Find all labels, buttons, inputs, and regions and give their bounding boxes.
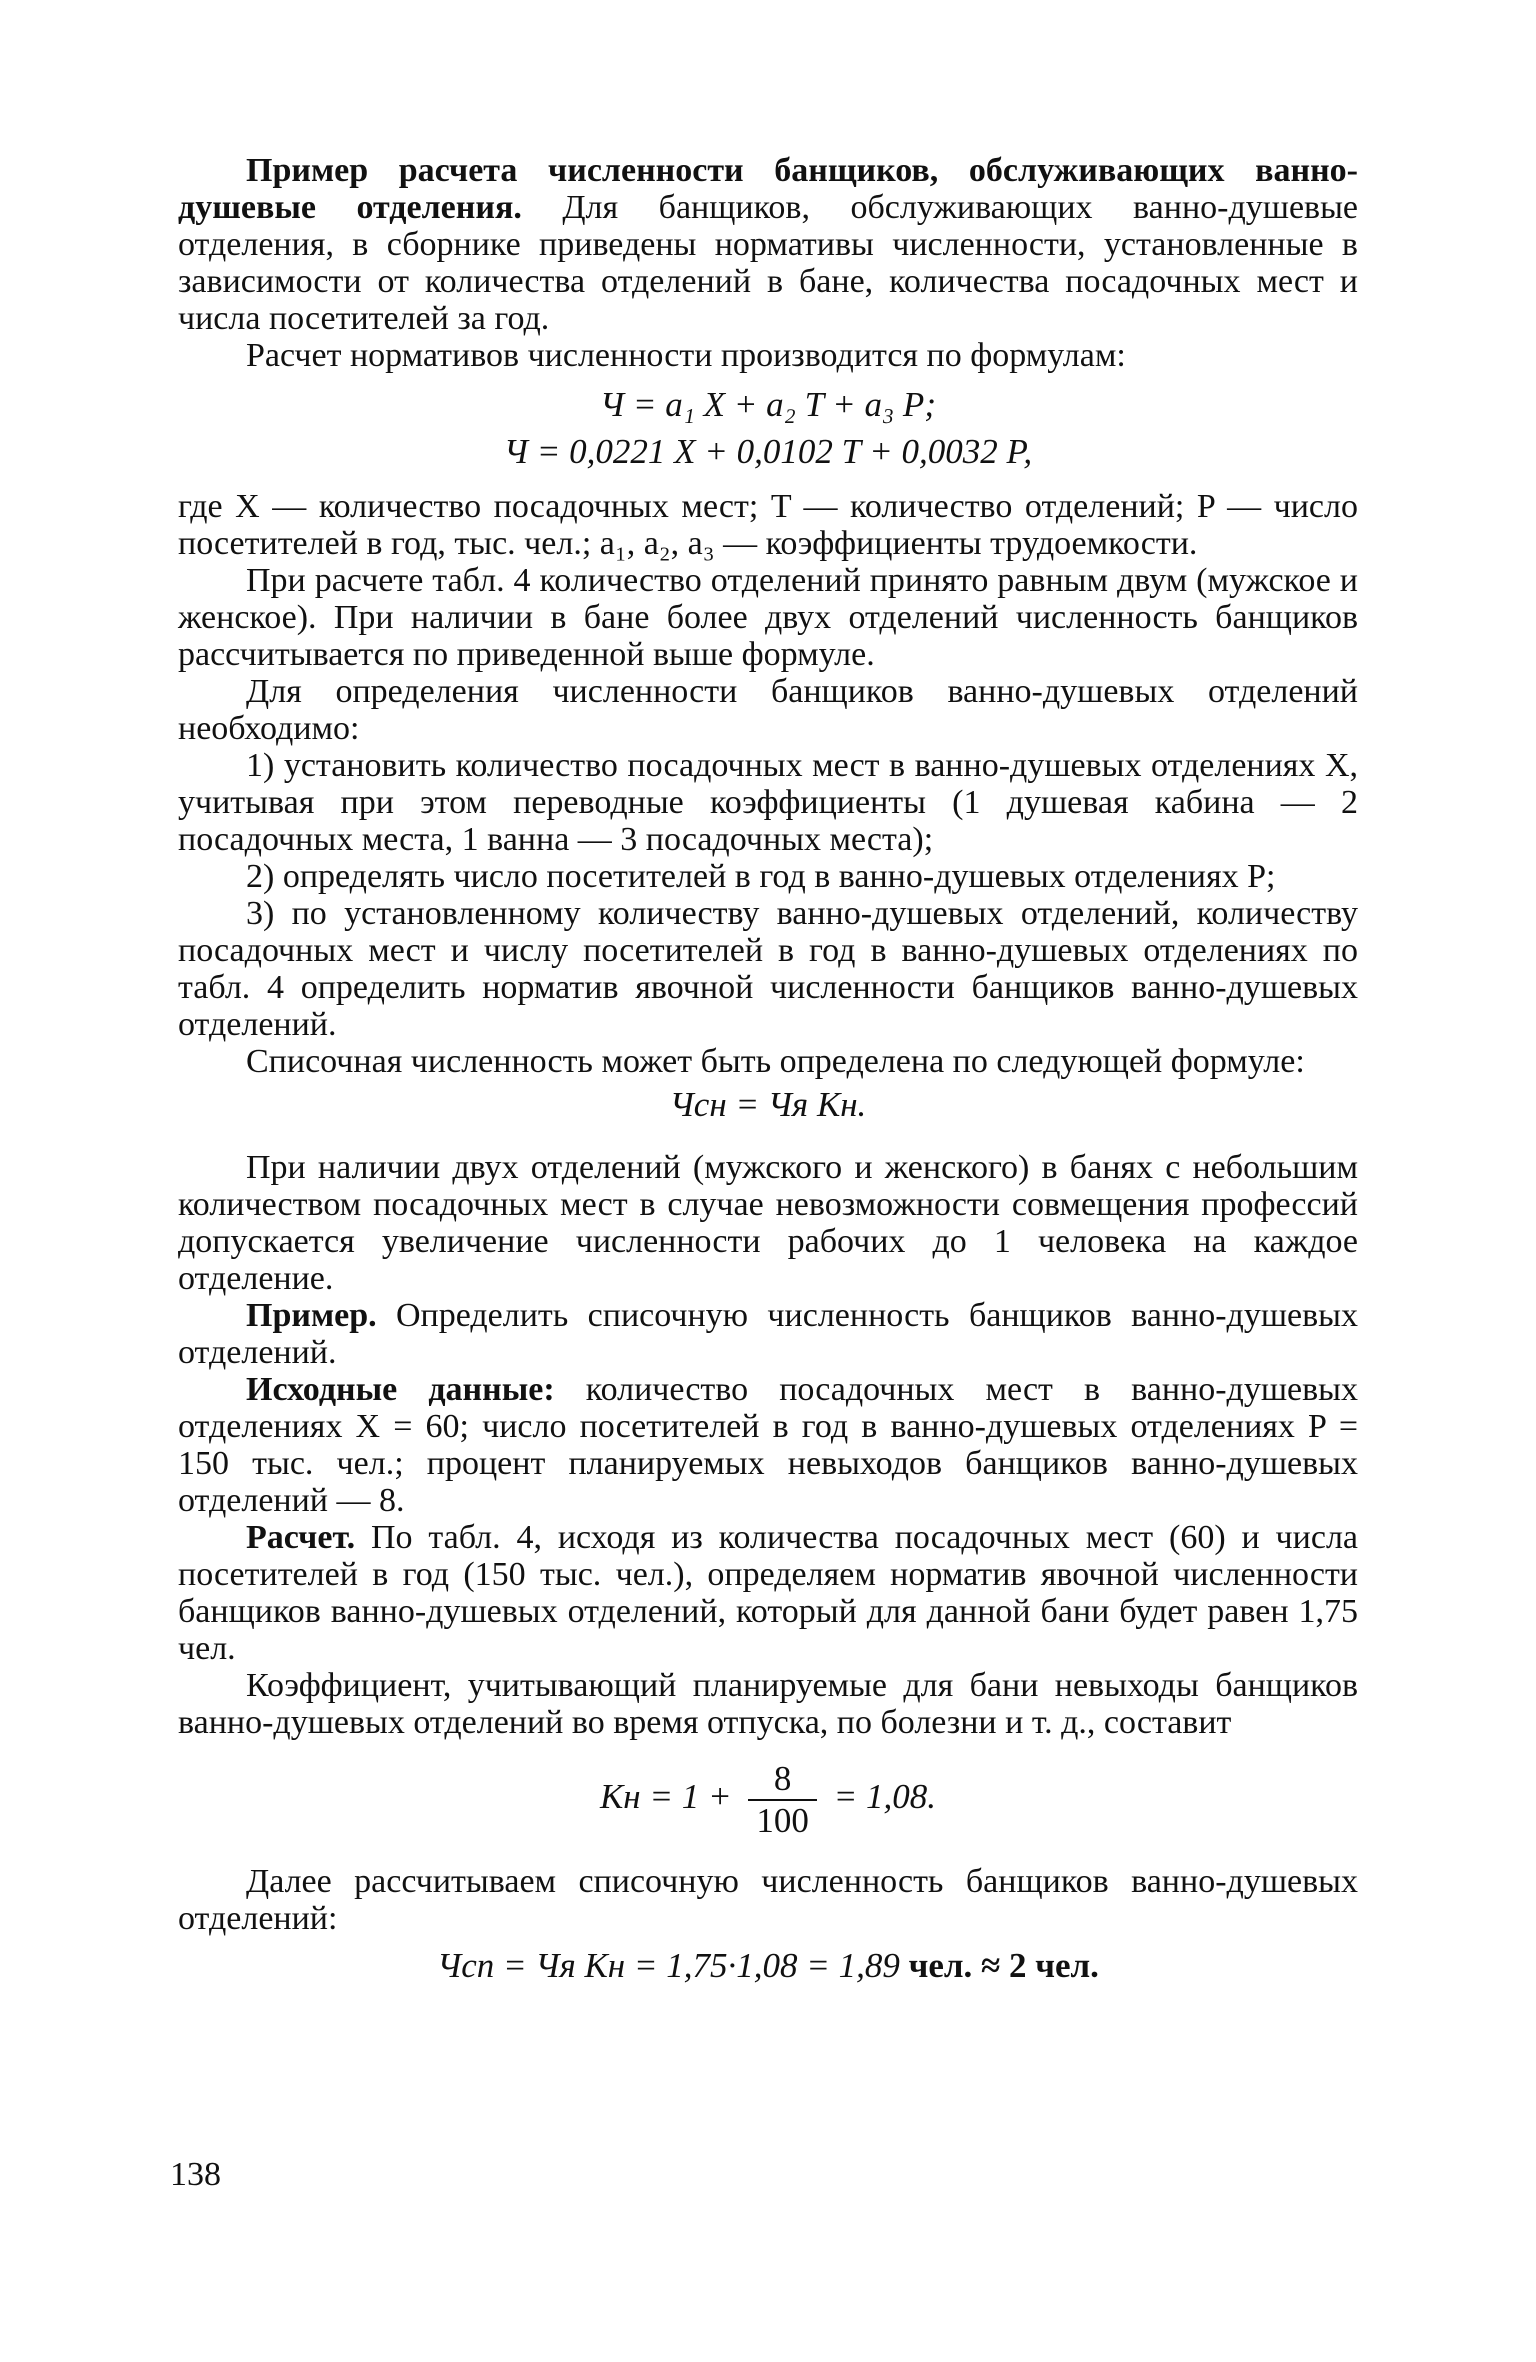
list-item-3: 3) по установленному количеству ванно-душевых отделений, количеству посадочных мест и числу посетителей в год в ванно-душевых отделениях по табл. 4 определить норматив явочной численности банщиков ванно-душевых отделений.	[178, 895, 1358, 1043]
paragraph-example: Пример. Определить списочную численность банщиков ванно-душевых отделений.	[178, 1297, 1358, 1371]
paragraph-coefficient: Коэффициент, учитывающий планируемые для бани невыходы банщиков ванно-душевых отделений во время отпуска, по болезни и т. д., составит	[178, 1667, 1358, 1741]
paragraph-formulas-intro: Расчет нормативов численности производится по формулам:	[246, 337, 1126, 374]
paragraph-requirements: Для определения численности банщиков ванно-душевых отделений необходимо:	[178, 673, 1358, 747]
list-item-1: 1) установить количество посадочных мест в ванно-душевых отделениях X, учитывая при этом переводные коэффициенты (1 душевая кабина — 2 посадочных места, 1 ванна — 3 посадочных места);	[178, 747, 1358, 858]
paragraph-example-intro: Пример расчета численности банщиков, обслуживающих ванно-душевые отделения. Для банщиков, обслуживающих ванно-душевые отделения, в сборнике приведены нормативы численности, установленные в зависимости от количества отделений в бане, количества посадочных мест и числа посетителей за год.	[178, 152, 1359, 337]
paragraph-list-formula-intro: Списочная численность может быть определена по следующей формуле:	[246, 1043, 1305, 1080]
formula-final-result: Чсп = Чя Кн = 1,75·1,08 = 1,89 чел. ≈ 2 чел.	[437, 1946, 1099, 1985]
paragraph-legend: где X — количество посадочных мест; T — количество отделений; P — число посетителей в год, тыс. чел.; a₁, a₂, a₃ — коэффициенты трудоемкости.	[178, 488, 1358, 562]
paragraph-input-data: Исходные данные: количество посадочных мест в ванно-душевых отделениях X = 60; число посетителей в год в ванно-душевых отделениях P = 150 тыс. чел.; процент планируемых невыходов банщиков ванно-душевых отделений — 8.	[178, 1371, 1359, 1519]
list-item-2: 2) определять число посетителей в год в ванно-душевых отделениях P;	[246, 858, 1276, 895]
section-heading: Пример расчета численности банщиков, обслуживающих ванно-душевые отделения.	[178, 152, 1358, 226]
formula-coefficient: Кн = 1 + $\frac{8}{100}$ = 1,08.	[600, 1759, 936, 1840]
formula-numeric: Ч = 0,0221 X + 0,0102 T + 0,0032 P,	[503, 432, 1033, 471]
formula-list-headcount: Чсн = Чя Кн.	[669, 1085, 867, 1124]
paragraph-table-note: При расчете табл. 4 количество отделений принято равным двум (мужское и женское). При наличии в бане более двух отделений численность банщиков рассчитывается по приведенной выше формуле.	[178, 562, 1358, 673]
text-body	[178, 152, 1358, 1984]
paragraph-calculation: Расчет. По табл. 4, исходя из количества посадочных мест (60) и числа посетителей в год (150 тыс. чел.), определяем норматив явочной численности банщиков ванно-душевых отделений, который для данной бани будет равен 1,75 чел.	[178, 1519, 1358, 1667]
fraction-denominator: 100	[756, 1801, 809, 1840]
formula-general: Ч = a₁ X + a₂ T + a₃ P;	[600, 385, 936, 424]
paragraph-two-departments: При наличии двух отделений (мужского и женского) в банях с небольшим количеством посадочных мест в случае невозможности совмещения профессий допускается увеличение численности рабочих до 1 человека на каждое отделение.	[178, 1149, 1358, 1297]
page-number: 138	[170, 2156, 221, 2193]
fraction	[748, 1759, 817, 1841]
fraction-numerator: 8	[748, 1759, 817, 1801]
paragraph-final-calc: Далее рассчитываем списочную численность банщиков ванно-душевых отделений:	[178, 1863, 1358, 1937]
